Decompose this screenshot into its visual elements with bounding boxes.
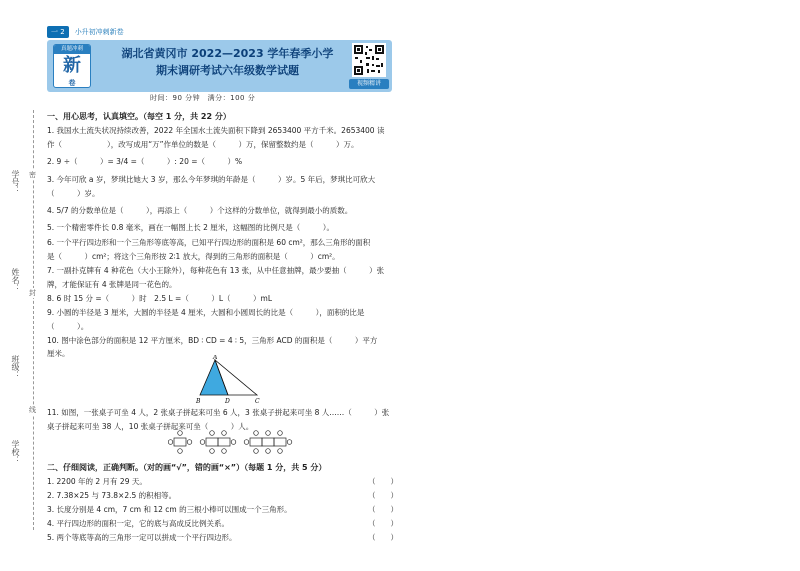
q7-line1: 7. 一副扑克牌有 4 种花色（大小王除外），每种花色有 13 张，从中任意抽牌，最少要抽（ ）张	[47, 266, 385, 275]
q1-line2: 作（ ），改写成用“万”作单位的数是（ ）万，保留整数约是（ ）万。	[47, 140, 359, 149]
tables-figure	[168, 430, 318, 454]
top-tag-text: 小升初冲刺新卷	[74, 28, 124, 36]
q6-line2: 是（ ）cm²；将这个三角形按 2∶1 放大，得到的三角形的面积是（ ）cm²。	[47, 252, 340, 261]
cut-char-2: 封	[29, 289, 36, 297]
top-tag	[47, 26, 124, 38]
judge-5-answer[interactable]: （ ）	[368, 533, 398, 542]
top-tag-number: 一 2	[47, 26, 69, 38]
exam-title-line1: 湖北省黄冈市 2022—2023 学年春季小学	[121, 47, 334, 60]
cut-char-3: 线	[29, 406, 36, 414]
label-c: C	[255, 398, 260, 405]
q5-line: 5. 一个精密零件长 0.8 毫米，画在一幅图上长 2 厘米，这幅图的比例尺是（ ）。	[47, 223, 335, 232]
q3-line1: 3. 今年可欣 a 岁，梦琪比她大 3 岁，那么今年梦琪的年龄是（ ）岁。5 年后，梦琪比可欣大	[47, 175, 376, 184]
q10-line2: 厘米。	[47, 349, 70, 358]
judge-3-answer[interactable]: （ ）	[368, 505, 398, 514]
cut-char-1: 密	[29, 171, 36, 179]
exam-title-line2: 期末调研考试六年级数学试题	[156, 64, 299, 77]
judge-2-answer[interactable]: （ ）	[368, 491, 398, 500]
judge-2: 2. 7.38×25 与 73.8×2.5 的积相等。	[47, 491, 177, 500]
three-tables	[244, 431, 292, 454]
q4-line: 4. 5/7 的分数单位是（ ），再添上（ ）个这样的分数单位，就得到最小的质数。	[47, 206, 353, 215]
judge-5: 5. 两个等底等高的三角形一定可以拼成一个平行四边形。	[47, 533, 237, 542]
judge-1-answer[interactable]: （ ）	[368, 477, 398, 486]
judge-1: 1. 2200 年的 2 月有 29 天。	[47, 477, 147, 486]
q1-line1: 1. 我国水土流失状况持续改善，2022 年全国水土流失面积下降到 2653400 平方千米。2653400 读	[47, 126, 385, 135]
q3-line2: （ ）岁。	[47, 189, 100, 198]
q9-line1: 9. 小圆的半径是 3 厘米，大圆的半径是 4 厘米，大圆和小圆周长的比是（ ），面积的比是	[47, 308, 365, 317]
q11-line1: 11. 如图，一张桌子可坐 4 人，2 张桌子拼起来可坐 6 人，3 张桌子拼起来可坐 8 人……（ ）张	[47, 408, 390, 417]
section-1-heading: 一、用心思考，认真填空。（每空 1 分，共 22 分）	[47, 112, 231, 121]
judge-4: 4. 平行四边形的面积一定，它的底与高成反比例关系。	[47, 519, 230, 528]
q2-line: 2. 9 ÷（ ）= 3/4 =（ ）: 20 =（ ）%	[47, 157, 243, 166]
margin-name: 姓名：	[11, 268, 20, 292]
qr-label: 视频精讲	[349, 79, 389, 89]
margin-class: 班级：	[11, 355, 20, 379]
label-b: B	[196, 398, 201, 405]
margin-student-no: 学号：	[11, 170, 20, 194]
header-banner	[47, 40, 392, 92]
shaded-triangle-abd	[200, 360, 228, 395]
q10-line1: 10. 图中涂色部分的面积是 12 平方厘米，BD ∶ CD = 4 ∶ 5，三角形 ACD 的面积是（ ）平方	[47, 336, 378, 345]
badge-body	[54, 54, 90, 88]
badge-big: 新	[63, 55, 81, 76]
triangle-figure	[195, 355, 265, 405]
exam-time-score: 时间：90 分钟 满分：100 分	[150, 94, 256, 102]
q8-line: 8. 6 时 15 分 =（ ）时 2.5 L =（ ）L（ ）mL	[47, 294, 272, 303]
badge-top: 真题冲刺	[54, 45, 90, 54]
judge-3: 3. 长度分别是 4 cm，7 cm 和 12 cm 的三根小棒可以围成一个三角形。	[47, 505, 292, 514]
q11-line2: 桌子拼起来可坐 38 人，10 张桌子拼起来可坐（ ）人。	[47, 422, 254, 431]
two-tables	[200, 431, 236, 454]
margin-school: 学校：	[11, 440, 20, 464]
q9-line2: （ ）。	[47, 322, 89, 331]
badge-logo	[53, 44, 91, 88]
section-2-heading: 二、仔细阅读，正确判断。（对的画“√”，错的画“×”）（每题 1 分，共 5 分）	[47, 463, 327, 472]
one-table	[168, 431, 192, 454]
q7-line2: 牌，才能保证有 4 张牌是同一花色的。	[47, 280, 177, 289]
label-d: D	[225, 398, 230, 405]
q6-line1: 6. 一个平行四边形和一个三角形等底等高，已知平行四边形的面积是 60 cm²，那么三角形的面积	[47, 238, 371, 247]
label-a: A	[213, 355, 218, 361]
judge-4-answer[interactable]: （ ）	[368, 519, 398, 528]
qr-code-icon[interactable]	[352, 43, 386, 77]
badge-small: 卷	[68, 79, 76, 87]
